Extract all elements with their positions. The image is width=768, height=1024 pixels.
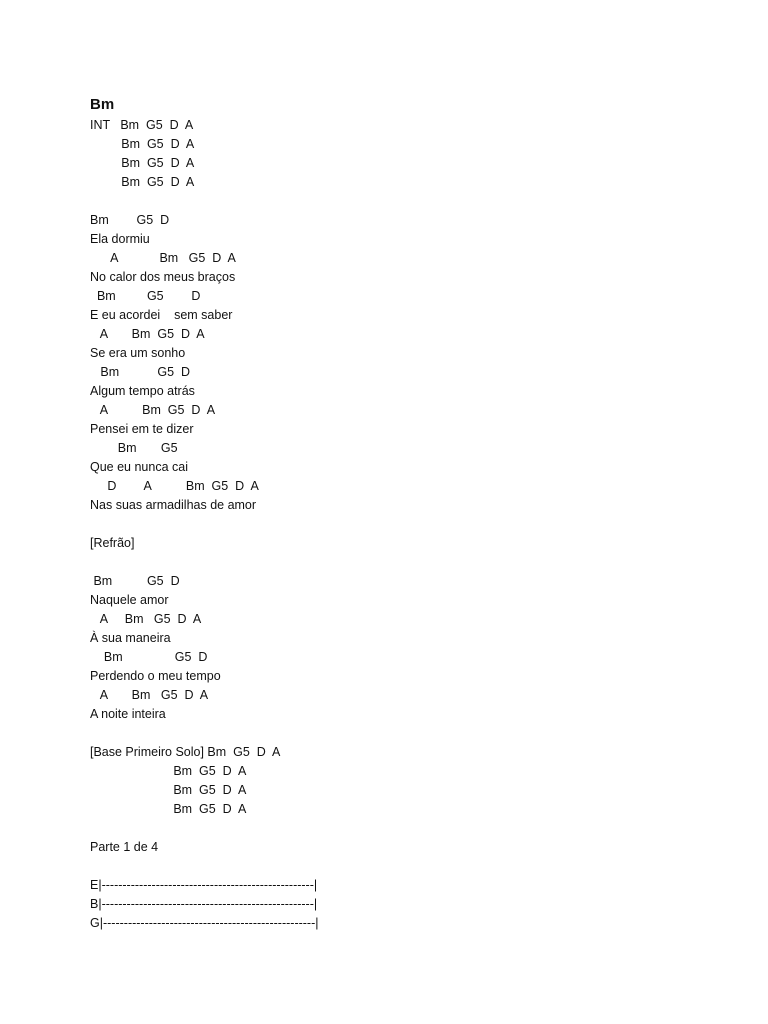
chord-line: Bm G5 D	[90, 289, 201, 303]
lyric-line: E eu acordei sem saber	[90, 308, 233, 322]
intro-chords: Bm G5 D A	[90, 137, 195, 151]
lyric-line: Perdendo o meu tempo	[90, 669, 221, 683]
lyric-line: Que eu nunca cai	[90, 460, 188, 474]
blank-line	[90, 724, 730, 743]
blank-line	[90, 553, 730, 572]
lyric-line: Nas suas armadilhas de amor	[90, 498, 257, 512]
tab-line-e: E|---------------------------------------------------|	[90, 878, 318, 892]
section-label: [Base Primeiro Solo] Bm G5 D A	[90, 745, 281, 759]
chord-line: Bm G5 D A	[90, 764, 247, 778]
chord-sheet	[90, 94, 730, 933]
chord-line: D A Bm G5 D A	[90, 479, 259, 493]
tab-line-b: B|---------------------------------------------------|	[90, 897, 318, 911]
blank-line	[90, 857, 730, 876]
lyric-line: Algum tempo atrás	[90, 384, 195, 398]
lyric-line: Ela dormiu	[90, 232, 150, 246]
part-indicator: Parte 1 de 4	[90, 840, 159, 854]
intro-chords: Bm G5 D A	[90, 175, 195, 189]
lyric-line: A noite inteira	[90, 707, 166, 721]
chord-line: Bm G5 D	[90, 213, 170, 227]
lyric-line: No calor dos meus braços	[90, 270, 236, 284]
chord-line: A Bm G5 D A	[90, 327, 205, 341]
chord-lyric-lines	[90, 116, 730, 933]
chord-line: Bm G5 D	[90, 574, 180, 588]
chord-line: Bm G5 D	[90, 365, 191, 379]
chord-line: A Bm G5 D A	[90, 688, 209, 702]
chord-line: A Bm G5 D A	[90, 612, 202, 626]
section-label: [Refrão]	[90, 536, 135, 550]
chord-line: Bm G5	[90, 441, 178, 455]
lyric-line: Se era um sonho	[90, 346, 186, 360]
chord-line: A Bm G5 D A	[90, 251, 236, 265]
chord-line: A Bm G5 D A	[90, 403, 216, 417]
tab-line-g: G|---------------------------------------------------|	[90, 916, 319, 930]
intro-chords: Bm G5 D A	[90, 156, 195, 170]
blank-line	[90, 515, 730, 534]
chord-line: Bm G5 D	[90, 650, 208, 664]
lyric-line: À sua maneira	[90, 631, 171, 645]
lyric-line: Pensei em te dizer	[90, 422, 194, 436]
chord-line: Bm G5 D A	[90, 783, 247, 797]
blank-line	[90, 192, 730, 211]
sheet-key-title: Bm	[90, 96, 115, 113]
chord-line: Bm G5 D A	[90, 802, 247, 816]
intro-line: INT Bm G5 D A	[90, 118, 194, 132]
lyric-line: Naquele amor	[90, 593, 169, 607]
blank-line	[90, 819, 730, 838]
